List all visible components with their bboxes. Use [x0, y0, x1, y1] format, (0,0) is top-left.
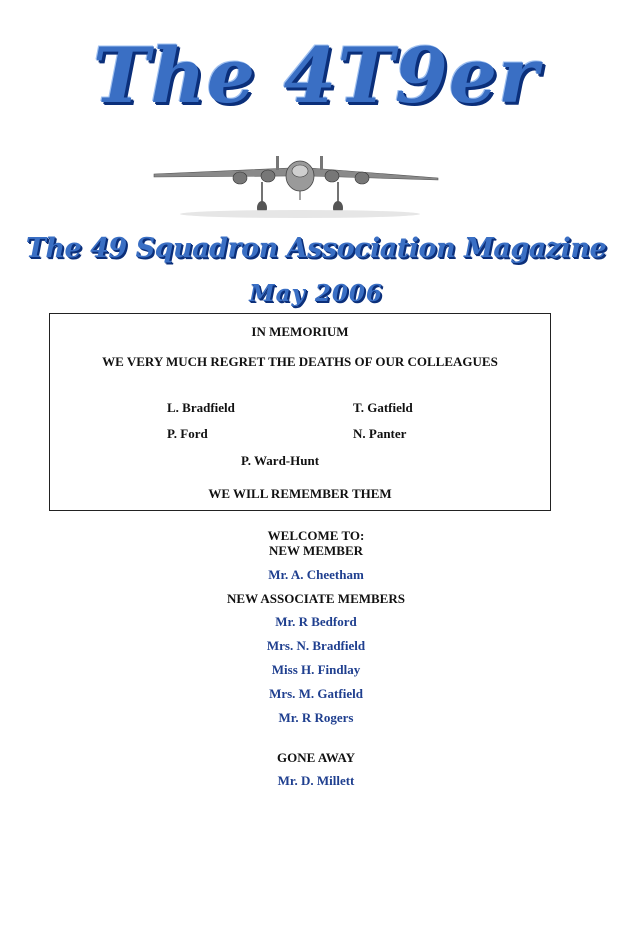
- in-memorium-box: [49, 313, 551, 511]
- associate-member-name: Mr. R Rogers: [278, 710, 354, 725]
- memorium-closing: WE WILL REMEMBER THEM: [208, 486, 392, 501]
- associate-member-name: Mrs. N. Bradfield: [266, 638, 366, 653]
- memorium-name: P. Ward-Hunt: [241, 453, 320, 468]
- gone-away-name: Mr. D. Millett: [277, 773, 355, 788]
- memorium-heading: IN MEMORIUM: [251, 324, 349, 339]
- associate-member-name: Miss H. Findlay: [271, 662, 361, 677]
- associate-member-name: Mrs. M. Gatfield: [269, 686, 363, 701]
- associate-member-name: Mr. R Bedford: [275, 614, 357, 629]
- gone-away-heading: GONE AWAY: [277, 750, 355, 765]
- memorium-name: P. Ford: [167, 426, 208, 441]
- associate-members-heading: NEW ASSOCIATE MEMBERS: [227, 591, 405, 606]
- memorium-subheading: WE VERY MUCH REGRET THE DEATHS OF OUR COLLEAGUES: [102, 354, 498, 369]
- new-member-heading: NEW MEMBER: [268, 543, 363, 558]
- memorium-name: L. Bradfield: [167, 400, 235, 415]
- lancaster-bomber-illustration: [150, 152, 442, 220]
- masthead: [0, 31, 632, 120]
- issue-date: May 2006: [249, 280, 383, 307]
- memorium-name: N. Panter: [353, 426, 407, 441]
- memorium-name: T. Gatfield: [353, 400, 413, 415]
- magazine-title: The 4T9er: [92, 31, 540, 120]
- welcome-heading: WELCOME TO:: [267, 528, 365, 543]
- magazine-subtitle: The 49 Squadron Association Magazine: [25, 233, 607, 264]
- new-member-name: Mr. A. Cheetham: [268, 567, 364, 582]
